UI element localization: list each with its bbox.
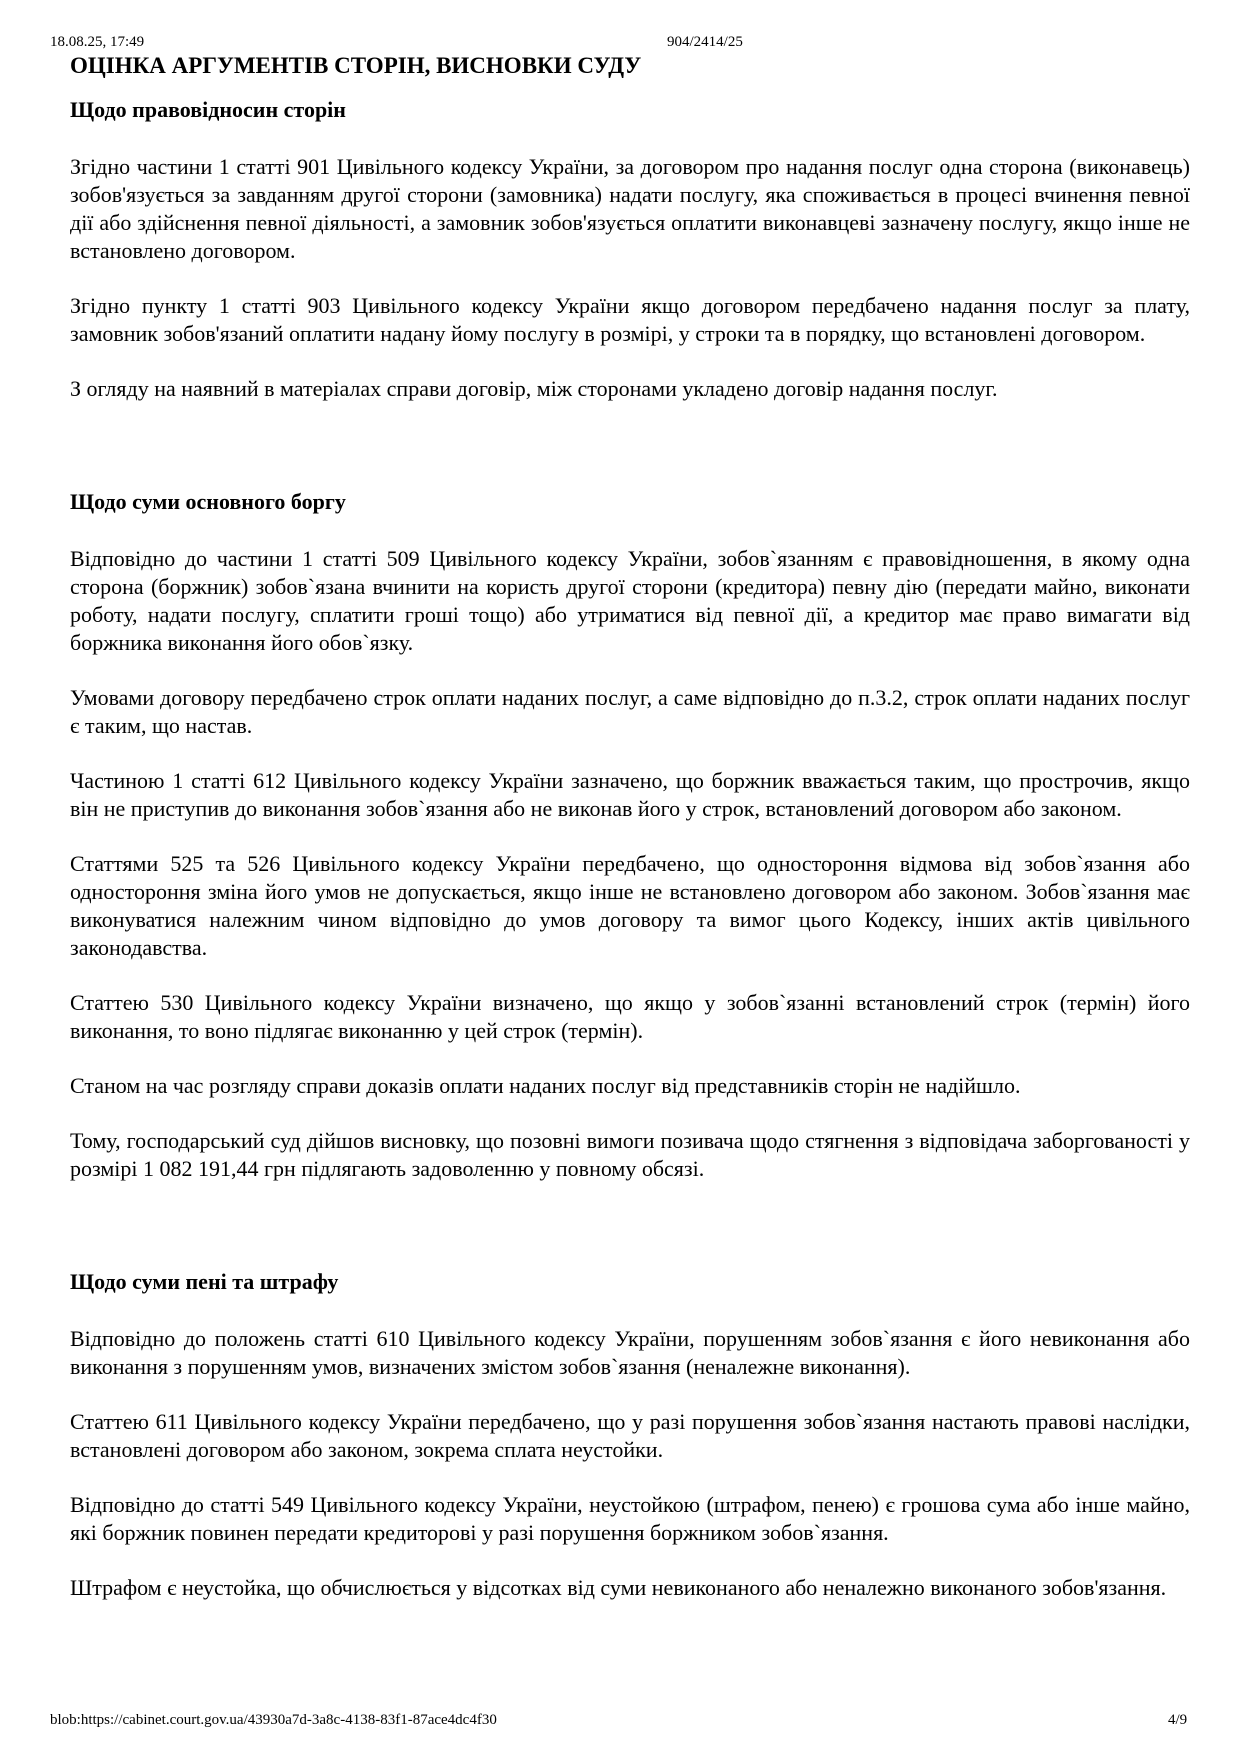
paragraph: Згідно частини 1 статті 901 Цивільного кодексу України, за договором про надання послуг одна сторона (виконавець) зобов'язується за завданням другої сторони (замовника) надати послугу, яка споживається в процесі вчинення певної дії або здійснення певної діяльності, а замовник зобов'язується оплатити виконавцеві зазначену послугу, якщо інше не встановлено договором. (70, 154, 1190, 263)
case-number: 904/2414/25 (667, 34, 743, 50)
paragraph: Відповідно до положень статті 610 Цивільного кодексу України, порушенням зобов`язання є його невиконання або виконання з порушенням умов, визначених змістом зобов`язання (неналежне виконання). (70, 1326, 1190, 1379)
paragraph: Умовами договору передбачено строк оплати наданих послуг, а саме відповідно до п.3.2, строк оплати наданих послуг є таким, що настав. (70, 685, 1190, 738)
page-title: ОЦІНКА АРГУМЕНТІВ СТОРІН, ВИСНОВКИ СУДУ (70, 53, 642, 78)
document-body (70, 52, 1190, 1602)
section-heading: Щодо суми основного боргу (70, 489, 346, 514)
print-datetime: 18.08.25, 17:49 (50, 34, 145, 50)
paragraph: Штрафом є неустойка, що обчислюється у відсотках від суми невиконаного або неналежно виконаного зобов'язання. (70, 1575, 1167, 1600)
paragraph: Відповідно до статті 549 Цивільного кодексу України, неустойкою (штрафом, пенею) є грошова сума або інше майно, які боржник повинен передати кредиторові у разі порушення боржником зобов`язання. (70, 1492, 1190, 1545)
source-url: blob:https://cabinet.court.gov.ua/43930a7d-3a8c-4138-83f1-87ace4dc4f30 (50, 1712, 497, 1728)
paragraph: Статтею 611 Цивільного кодексу України передбачено, що у разі порушення зобов`язання настають правові наслідки, встановлені договором або законом, зокрема сплата неустойки. (70, 1409, 1190, 1462)
section-heading: Щодо суми пені та штрафу (70, 1269, 339, 1294)
paragraph: Статтею 530 Цивільного кодексу України визначено, що якщо у зобов`язанні встановлений строк (термін) його виконання, то воно підлягає виконанню у цей строк (термін). (70, 990, 1190, 1043)
paragraph: Частиною 1 статті 612 Цивільного кодексу України зазначено, що боржник вважається таким, що прострочив, якщо він не приступив до виконання зобов`язання або не виконав його у строк, встановлений договором або законом. (70, 768, 1190, 821)
paragraph: Тому, господарський суд дійшов висновку, що позовні вимоги позивача щодо стягнення з відповідача заборгованості у розмірі 1 082 191,44 грн підлягають задоволенню у повному обсязі. (70, 1128, 1190, 1181)
paragraph: Станом на час розгляду справи доказів оплати наданих послуг від представників сторін не надійшло. (70, 1073, 1021, 1098)
paragraph: З огляду на наявний в матеріалах справи договір, між сторонами укладено договір надання послуг. (70, 376, 998, 401)
paragraph: Згідно пункту 1 статті 903 Цивільного кодексу України якщо договором передбачено надання послуг за плату, замовник зобов'язаний оплатити надану йому послугу в розмірі, у строки та в порядку, що встановлені договором. (70, 293, 1190, 346)
section-heading: Щодо правовідносин сторін (70, 97, 346, 122)
page-number: 4/9 (1168, 1712, 1188, 1728)
paragraph: Відповідно до частини 1 статті 509 Цивільного кодексу України, зобов`язанням є правовідношення, в якому одна сторона (боржник) зобов`язана вчинити на користь другої сторони (кредитора) певну дію (передати майно, виконати роботу, надати послугу, сплатити гроші тощо) або утриматися від певної дії, а кредитор має право вимагати від боржника виконання його обов`язку. (70, 546, 1190, 655)
paragraph: Статтями 525 та 526 Цивільного кодексу України передбачено, що одностороння відмова від зобов`язання або одностороння зміна його умов не допускається, якщо інше не встановлено договором або законом. Зобов`язання має виконуватися належним чином відповідно до умов договору та вимог цього Кодексу, інших актів цивільного законодавства. (70, 851, 1190, 960)
